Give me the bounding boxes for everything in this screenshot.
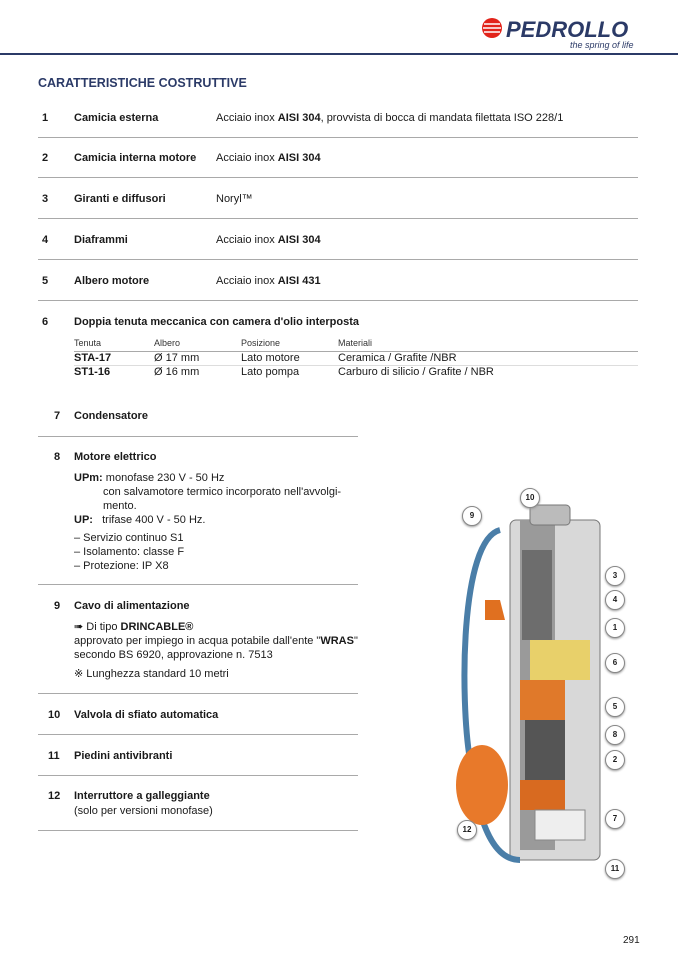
upm-note: con salvamotore termico incorporato nell'avvolgi- (103, 486, 342, 498)
callout-marker: 9 (462, 506, 482, 526)
item-label: Diaframmi (74, 234, 128, 246)
item-label: Piedini antivibranti (74, 750, 173, 762)
cable-line (74, 620, 193, 634)
cell: Lato motore (241, 352, 300, 364)
col-header: Tenuta (74, 338, 102, 348)
item-number: 11 (48, 750, 60, 762)
up-value: trifase 400 V - 50 Hz. (102, 514, 206, 526)
value-bold: AISI 431 (277, 275, 321, 287)
up-line (74, 513, 205, 527)
upm-line (74, 471, 224, 485)
upm-key: UPm: (74, 472, 103, 484)
cell: Lato pompa (241, 366, 300, 378)
divider (38, 259, 638, 260)
cell: Ø 17 mm (154, 352, 200, 364)
item-value (216, 234, 321, 246)
divider (38, 693, 358, 694)
callout-marker: 12 (457, 820, 477, 840)
callout-marker: 7 (605, 809, 625, 829)
item-label: Motore elettrico (74, 451, 157, 463)
item-number: 2 (42, 152, 49, 164)
callout-marker: 2 (605, 750, 625, 770)
item-label: Camicia interna motore (74, 152, 197, 164)
bullet: – Servizio continuo S1 (74, 532, 184, 544)
callout-marker: 10 (520, 488, 540, 508)
divider (38, 137, 638, 138)
value-bold: AISI 304 (277, 234, 321, 246)
item-note: (solo per versioni monofase) (74, 805, 213, 817)
value-text: Acciaio inox (216, 275, 278, 287)
callout-marker: 6 (605, 653, 625, 673)
item-number: 10 (48, 709, 61, 721)
divider (38, 300, 638, 301)
page-number: 291 (623, 935, 640, 946)
callout-marker: 11 (605, 859, 625, 879)
value-bold: AISI 304 (277, 112, 321, 124)
item-label: Cavo di alimentazione (74, 600, 190, 612)
cell: Ceramica / Grafite /NBR (338, 352, 457, 364)
item-number: 1 (42, 112, 49, 124)
upm-value: monofase 230 V - 50 Hz (105, 472, 225, 484)
cable-length: ※ Lunghezza standard 10 metri (74, 668, 229, 680)
item-label: Albero motore (74, 275, 150, 287)
approval-number: secondo BS 6920, approvazione n. 7513 (74, 649, 273, 661)
col-header: Albero (154, 338, 181, 348)
col-header: Posizione (241, 338, 281, 348)
divider (38, 177, 638, 178)
approval-line (74, 634, 358, 648)
divider (38, 734, 358, 735)
bullet: – Protezione: IP X8 (74, 560, 169, 572)
value-text: Acciaio inox (216, 234, 278, 246)
item-label: Valvola di sfiato automatica (74, 709, 219, 721)
callout-marker: 8 (605, 725, 625, 745)
cell: Ø 16 mm (154, 366, 200, 378)
item-label: Interruttore a galleggiante (74, 790, 210, 802)
approval-text-end: " (353, 635, 358, 647)
item-number: 5 (42, 275, 49, 287)
callout-marker: 4 (605, 590, 625, 610)
item-label: Doppia tenuta meccanica con camera d'olio interposta (74, 316, 360, 328)
callout-marker: 5 (605, 697, 625, 717)
approval-body: WRAS (320, 635, 354, 647)
item-number: 3 (42, 193, 49, 205)
divider (38, 830, 358, 831)
divider (38, 584, 358, 585)
callout-marker: 1 (605, 618, 625, 638)
svg-text:the spring of life: the spring of life (570, 40, 634, 50)
cell: STA-17 (74, 352, 112, 364)
item-label: Giranti e diffusori (74, 193, 166, 205)
value-text: Acciaio inox (216, 112, 278, 124)
section-title: CARATTERISTICHE COSTRUTTIVE (38, 76, 247, 90)
divider (38, 436, 358, 437)
item-label: Camicia esterna (74, 112, 159, 124)
item-value (216, 152, 321, 164)
value-text-end: , provvista di bocca di mandata filettata ISO 228/1 (320, 112, 564, 124)
divider (38, 218, 638, 219)
approval-text: approvato per impiego in acqua potabile dall'ente " (74, 635, 321, 647)
upm-note: mento. (103, 500, 137, 512)
cable-brand: DRINCABLE® (120, 621, 194, 633)
header-rule (0, 53, 678, 55)
item-number: 9 (54, 600, 61, 612)
up-key: UP: (74, 514, 93, 526)
svg-text:PEDROLLO: PEDROLLO (506, 17, 629, 42)
callout-marker: 3 (605, 566, 625, 586)
col-header: Materiali (338, 338, 373, 348)
value-text: Acciaio inox (216, 152, 278, 164)
bullet: – Isolamento: classe F (74, 546, 185, 558)
item-number: 6 (42, 316, 49, 328)
item-value (216, 112, 563, 124)
item-number: 12 (48, 790, 61, 802)
item-value (216, 193, 253, 205)
divider (38, 775, 358, 776)
item-label: Condensatore (74, 410, 148, 422)
item-value (216, 275, 321, 287)
value-text: Noryl™ (216, 193, 253, 205)
pedrollo-logo (478, 14, 638, 50)
cell: Carburo di silicio / Grafite / NBR (338, 366, 494, 378)
cable-type: ➠ Di tipo (74, 621, 121, 633)
cell: ST1-16 (74, 366, 111, 378)
value-bold: AISI 304 (277, 152, 321, 164)
item-number: 8 (54, 451, 61, 463)
item-number: 4 (42, 234, 49, 246)
item-number: 7 (54, 410, 61, 422)
